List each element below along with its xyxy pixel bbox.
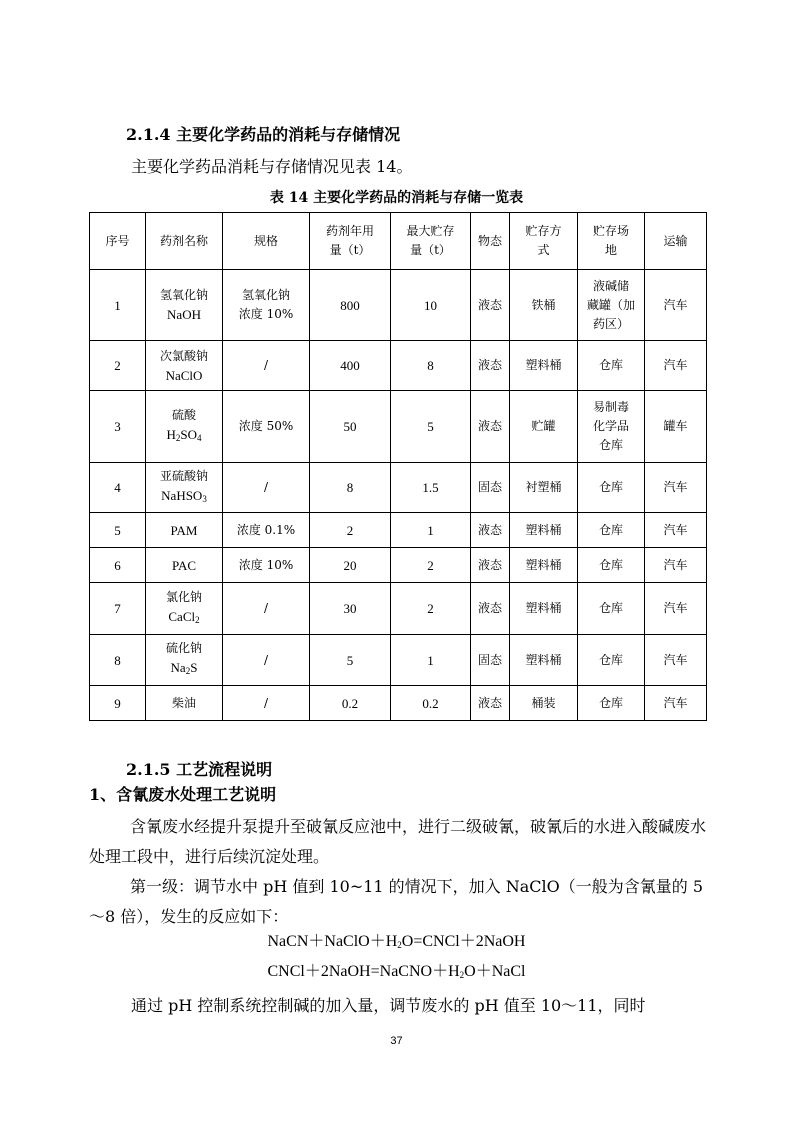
subscript: 2 bbox=[175, 432, 181, 443]
cell-transport: 汽车 bbox=[645, 270, 707, 341]
table-row bbox=[90, 341, 707, 391]
cell-chemical-name bbox=[146, 270, 223, 341]
formula-part: O＋NaCl bbox=[464, 963, 526, 980]
cell-chemical-name bbox=[146, 391, 223, 463]
column-header-line: 规格 bbox=[253, 233, 278, 248]
cell-annual-usage: 50 bbox=[310, 391, 391, 463]
storage-place-line: 仓库 bbox=[598, 480, 623, 494]
column-header bbox=[471, 213, 510, 270]
cell-storage-place bbox=[578, 635, 645, 686]
cell-storage-method: 塑料桶 bbox=[510, 635, 578, 686]
paragraph-3: 通过 pH 控制系统控制碱的加入量，调节废水的 pH 值至 10～11，同时 bbox=[131, 996, 646, 1015]
storage-place-line: 液碱储 bbox=[592, 278, 629, 293]
chemical-name-cn: 次氯酸钠 bbox=[159, 348, 208, 363]
cell-chemical-name bbox=[146, 548, 223, 583]
chemicals-table bbox=[89, 212, 707, 721]
table-row bbox=[90, 463, 707, 513]
storage-place-line: 药区） bbox=[592, 316, 629, 331]
cell-max-storage: 10 bbox=[391, 270, 471, 341]
column-header-line: 式 bbox=[537, 243, 550, 257]
spec-line: 浓度 10% bbox=[238, 557, 294, 572]
cell-max-storage: 1 bbox=[391, 635, 471, 686]
cell-storage-method: 塑料桶 bbox=[510, 583, 578, 635]
equation-2 bbox=[0, 961, 793, 986]
chemical-formula bbox=[149, 556, 219, 575]
intro-text: 主要化学药品消耗与存储情况见表 14。 bbox=[131, 157, 413, 176]
cell-storage-method: 塑料桶 bbox=[510, 548, 578, 583]
storage-place-line: 仓库 bbox=[598, 601, 623, 615]
cell-storage-place bbox=[578, 513, 645, 548]
cell-annual-usage: 20 bbox=[310, 548, 391, 583]
cell-storage-place bbox=[578, 391, 645, 463]
cell-annual-usage: 30 bbox=[310, 583, 391, 635]
chemical-name-cn: 氯化钠 bbox=[165, 589, 202, 604]
spec-line: / bbox=[263, 358, 269, 372]
chemical-name-cn: 亚硫酸钠 bbox=[159, 468, 208, 483]
storage-place-line: 仓库 bbox=[598, 652, 623, 667]
cell-spec bbox=[223, 391, 310, 463]
chemical-formula bbox=[149, 425, 219, 448]
cell-spec bbox=[223, 463, 310, 513]
cell-annual-usage: 800 bbox=[310, 270, 391, 341]
storage-place-line: 仓库 bbox=[598, 358, 623, 372]
spec-line: / bbox=[263, 480, 269, 494]
subscript: 2 bbox=[459, 970, 465, 980]
chemical-name-cn: 硫酸 bbox=[171, 407, 196, 422]
formula-part: CaCl bbox=[168, 608, 196, 624]
chemical-formula bbox=[149, 305, 219, 324]
cell-state: 液态 bbox=[471, 341, 510, 391]
chemical-formula bbox=[149, 366, 219, 385]
cell-chemical-name bbox=[146, 463, 223, 513]
column-header bbox=[146, 213, 223, 270]
cell-state: 液态 bbox=[471, 583, 510, 635]
storage-place-line: 仓库 bbox=[598, 695, 623, 710]
chemical-formula bbox=[149, 607, 219, 630]
column-header-line: 物态 bbox=[477, 233, 502, 248]
cell-storage-place bbox=[578, 583, 645, 635]
cell-no: 4 bbox=[90, 463, 146, 513]
formula-part: SO bbox=[180, 426, 197, 442]
cell-state: 液态 bbox=[471, 686, 510, 721]
formula-part: NaCN＋NaClO＋H bbox=[267, 933, 398, 950]
cell-state: 液态 bbox=[471, 513, 510, 548]
cell-transport: 汽车 bbox=[645, 583, 707, 635]
column-header bbox=[510, 213, 578, 270]
column-header-line: 运输 bbox=[663, 233, 688, 248]
column-header-line: 序号 bbox=[105, 233, 130, 248]
cell-spec bbox=[223, 548, 310, 583]
cell-transport: 罐车 bbox=[645, 391, 707, 463]
cell-storage-place bbox=[578, 270, 645, 341]
cell-transport: 汽车 bbox=[645, 686, 707, 721]
cell-max-storage: 1 bbox=[391, 513, 471, 548]
paragraph-2: 第一级：调节水中 pH 值到 10~11 的情况下，加入 NaClO（一般为含氰量的 5～8 倍），发生的反应如下： bbox=[89, 877, 704, 926]
cell-transport: 汽车 bbox=[645, 635, 707, 686]
formula-part: NaOH bbox=[167, 307, 201, 322]
cell-storage-place bbox=[578, 341, 645, 391]
formula-part: Na bbox=[170, 660, 186, 675]
cell-annual-usage: 5 bbox=[310, 635, 391, 686]
cell-chemical-name bbox=[146, 686, 223, 721]
formula-part: NaClO bbox=[165, 367, 203, 383]
chemical-name-cn: 氢氧化钠 bbox=[159, 288, 208, 302]
cell-spec bbox=[223, 513, 310, 548]
cell-chemical-name bbox=[146, 341, 223, 391]
chemical-formula bbox=[149, 658, 219, 681]
section2-heading: 2.1.5 工艺流程说明 bbox=[126, 760, 273, 779]
formula-part: PAM bbox=[170, 522, 198, 538]
spec-line: 浓度 0.1% bbox=[236, 522, 296, 537]
formula-part: PAC bbox=[171, 557, 197, 573]
table-row bbox=[90, 583, 707, 635]
cell-no: 9 bbox=[90, 686, 146, 721]
storage-place-line: 藏罐（加 bbox=[586, 297, 635, 312]
formula-part: S bbox=[190, 660, 198, 675]
cell-annual-usage: 0.2 bbox=[310, 686, 391, 721]
column-header-line: 药剂名称 bbox=[159, 233, 208, 248]
column-header-line: 量（t） bbox=[329, 243, 371, 257]
column-header bbox=[223, 213, 310, 270]
column-header bbox=[645, 213, 707, 270]
cell-chemical-name bbox=[146, 635, 223, 686]
column-header bbox=[310, 213, 391, 270]
table-caption: 表 14 主要化学药品的消耗与存储一览表 bbox=[269, 190, 524, 206]
chemical-formula bbox=[149, 521, 219, 540]
cell-state: 液态 bbox=[471, 391, 510, 463]
cell-state: 液态 bbox=[471, 270, 510, 341]
column-header-line: 贮存场 bbox=[592, 224, 629, 238]
cell-no: 7 bbox=[90, 583, 146, 635]
cell-state: 液态 bbox=[471, 548, 510, 583]
table-row bbox=[90, 686, 707, 721]
cell-transport: 汽车 bbox=[645, 463, 707, 513]
cell-spec bbox=[223, 583, 310, 635]
cell-transport: 汽车 bbox=[645, 341, 707, 391]
sub-heading: 1、含氰废水处理工艺说明 bbox=[89, 785, 277, 804]
storage-place-line: 仓库 bbox=[598, 557, 623, 572]
table-body bbox=[90, 270, 707, 721]
storage-place-line: 仓库 bbox=[598, 438, 623, 452]
equation-1 bbox=[0, 931, 793, 956]
cell-spec bbox=[223, 686, 310, 721]
cell-state: 固态 bbox=[471, 463, 510, 513]
subscript: 3 bbox=[202, 493, 207, 504]
storage-place-line: 化学品 bbox=[592, 419, 629, 433]
formula-part: CNCl＋2NaOH=NaCNO＋H bbox=[267, 963, 460, 980]
chemical-name-cn: 硫化钠 bbox=[165, 641, 202, 655]
cell-storage-place bbox=[578, 686, 645, 721]
cell-storage-place bbox=[578, 463, 645, 513]
cell-chemical-name bbox=[146, 583, 223, 635]
cell-chemical-name bbox=[146, 513, 223, 548]
cell-no: 1 bbox=[90, 270, 146, 341]
cell-max-storage: 0.2 bbox=[391, 686, 471, 721]
column-header-line: 最大贮存 bbox=[406, 224, 455, 238]
table-row bbox=[90, 270, 707, 341]
storage-place-line: 仓库 bbox=[598, 522, 623, 537]
subscript: 2 bbox=[397, 940, 402, 950]
cell-state: 固态 bbox=[471, 635, 510, 686]
cell-spec bbox=[223, 270, 310, 341]
cell-spec bbox=[223, 635, 310, 686]
cell-annual-usage: 400 bbox=[310, 341, 391, 391]
spec-line: / bbox=[263, 652, 269, 667]
spec-line: / bbox=[263, 601, 269, 615]
cell-no: 8 bbox=[90, 635, 146, 686]
cell-storage-method: 贮罐 bbox=[510, 391, 578, 463]
cell-storage-method: 衬塑桶 bbox=[510, 463, 578, 513]
table-row bbox=[90, 513, 707, 548]
cell-annual-usage: 2 bbox=[310, 513, 391, 548]
cell-storage-method: 塑料桶 bbox=[510, 513, 578, 548]
chemical-formula bbox=[149, 486, 219, 509]
cell-transport: 汽车 bbox=[645, 513, 707, 548]
table-row bbox=[90, 635, 707, 686]
table-row bbox=[90, 548, 707, 583]
storage-place-line: 易制毒 bbox=[592, 400, 629, 414]
cell-max-storage: 2 bbox=[391, 583, 471, 635]
cell-annual-usage: 8 bbox=[310, 463, 391, 513]
column-header-line: 量（t） bbox=[410, 243, 451, 257]
paragraph-1: 含氰废水经提升泵提升至破氰反应池中，进行二级破氰，破氰后的水进入酸碱废水处理工段中，进行后续沉淀处理。 bbox=[89, 817, 707, 866]
cell-max-storage: 2 bbox=[391, 548, 471, 583]
column-header-line: 药剂年用 bbox=[325, 224, 374, 238]
table-row bbox=[90, 391, 707, 463]
cell-max-storage: 1.5 bbox=[391, 463, 471, 513]
column-header-line: 地 bbox=[604, 243, 617, 257]
formula-part: O=CNCl＋2NaOH bbox=[401, 933, 526, 950]
cell-max-storage: 8 bbox=[391, 341, 471, 391]
subscript: 2 bbox=[185, 666, 191, 676]
cell-no: 5 bbox=[90, 513, 146, 548]
column-header bbox=[578, 213, 645, 270]
cell-storage-method: 塑料桶 bbox=[510, 341, 578, 391]
subscript: 2 bbox=[195, 614, 200, 625]
subscript: 4 bbox=[197, 432, 202, 443]
spec-line: 浓度 50% bbox=[238, 419, 294, 433]
chemical-name-cn: 柴油 bbox=[171, 695, 196, 710]
formula-part: NaHSO bbox=[161, 487, 203, 503]
cell-storage-method: 铁桶 bbox=[510, 270, 578, 341]
column-header-line: 贮存方 bbox=[525, 224, 562, 238]
cell-storage-method: 桶装 bbox=[510, 686, 578, 721]
spec-line: 浓度 10% bbox=[238, 307, 294, 321]
cell-spec bbox=[223, 341, 310, 391]
cell-no: 2 bbox=[90, 341, 146, 391]
cell-no: 6 bbox=[90, 548, 146, 583]
page-number: 37 bbox=[390, 1035, 403, 1047]
cell-no: 3 bbox=[90, 391, 146, 463]
cell-max-storage: 5 bbox=[391, 391, 471, 463]
column-header bbox=[391, 213, 471, 270]
column-header bbox=[90, 213, 146, 270]
spec-line: / bbox=[263, 695, 269, 710]
cell-transport: 汽车 bbox=[645, 548, 707, 583]
spec-line: 氢氧化钠 bbox=[241, 288, 290, 302]
table-header-row bbox=[90, 213, 707, 270]
section-heading: 2.1.4 主要化学药品的消耗与存储情况 bbox=[126, 125, 401, 144]
formula-part: H bbox=[166, 426, 176, 442]
cell-storage-place bbox=[578, 548, 645, 583]
